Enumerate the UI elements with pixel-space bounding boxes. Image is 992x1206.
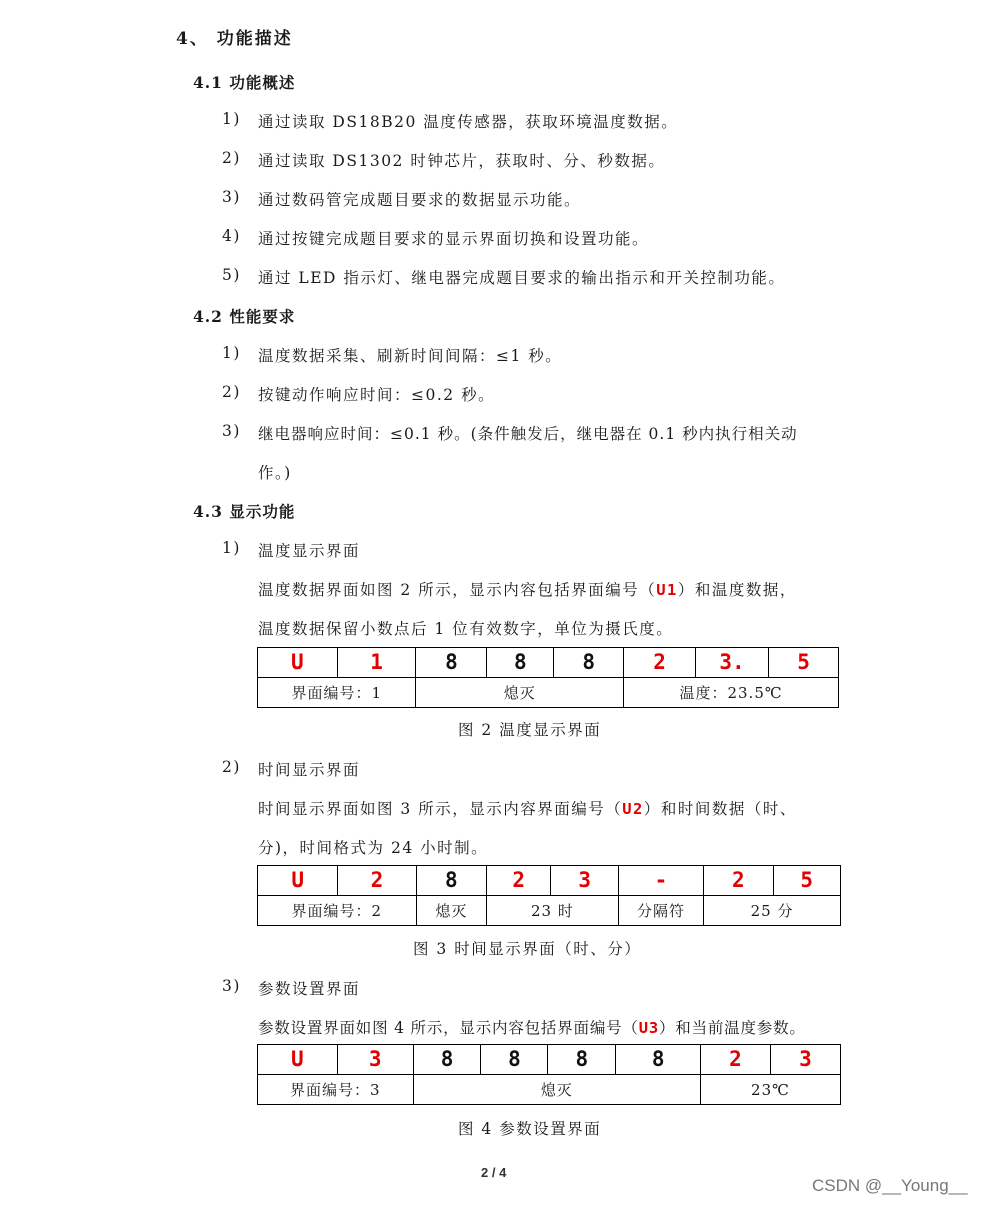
interface-code: U3 xyxy=(638,1019,659,1037)
temp-interface-heading: 温度显示界面 xyxy=(258,542,361,560)
segment-digit: 8 xyxy=(445,650,458,674)
list-item-text: 通过读取 DS18B20 温度传感器，获取环境温度数据。 xyxy=(258,113,679,131)
list-item-number: 1) xyxy=(222,110,241,128)
digit-cell xyxy=(416,866,486,896)
list-item-text: 温度数据采集、刷新时间间隔：≤1 秒。 xyxy=(258,347,563,365)
figure-caption: 图 3 时间显示界面（时、分） xyxy=(413,940,642,958)
list-item-number: 3) xyxy=(222,188,241,206)
list-item-number: 5) xyxy=(222,266,241,284)
segment-digit: 2 xyxy=(731,868,745,892)
segment-digit: 1 xyxy=(370,650,383,674)
interface-code: U2 xyxy=(622,800,644,818)
param-display-table xyxy=(257,1044,841,1105)
segment-digit: U xyxy=(291,1047,304,1071)
list-item-text: 通过数码管完成题目要求的数据显示功能。 xyxy=(258,191,582,209)
label-cell: 温度：23.5℃ xyxy=(624,678,839,708)
segment-digit: 3 xyxy=(799,1047,812,1071)
digit-cell xyxy=(700,1045,770,1075)
segment-digit: 3 xyxy=(368,1047,382,1071)
segment-digit: U xyxy=(291,868,304,892)
list-item-text: 继电器响应时间：≤0.1 秒。(条件触发后，继电器在 0.1 秒内执行相关动 xyxy=(258,425,798,443)
label-cell: 熄灭 xyxy=(413,1075,700,1105)
digit-cell xyxy=(616,1045,701,1075)
temp-description-line1 xyxy=(258,578,797,600)
digit-cell xyxy=(695,648,768,678)
label-cell: 23℃ xyxy=(700,1075,840,1105)
time-interface-heading: 时间显示界面 xyxy=(258,761,361,779)
segment-digit: 3 xyxy=(578,868,591,892)
label-cell: 熄灭 xyxy=(416,896,486,926)
temp-description-part: ）和温度数据， xyxy=(677,581,797,599)
digit-cell xyxy=(618,866,703,896)
list-item-number: 2) xyxy=(222,383,241,401)
digit-cell xyxy=(548,1045,616,1075)
label-cell: 界面编号：2 xyxy=(258,896,417,926)
list-item-number: 2) xyxy=(222,758,241,776)
segment-digit: 8 xyxy=(445,868,458,892)
segment-digit: - xyxy=(654,868,668,892)
interface-code: U1 xyxy=(656,581,678,599)
figure-caption: 图 2 温度显示界面 xyxy=(458,721,602,739)
time-description-line2: 分)，时间格式为 24 小时制。 xyxy=(258,839,489,857)
subsection-title-4-1: 4.1 功能概述 xyxy=(193,73,296,92)
digit-cell xyxy=(481,1045,548,1075)
param-interface-heading: 参数设置界面 xyxy=(258,980,361,998)
section-title: 4、 功能描述 xyxy=(176,29,293,49)
digit-cell xyxy=(554,648,624,678)
segment-digit: 2 xyxy=(370,868,384,892)
digit-cell xyxy=(487,866,551,896)
segment-digit: U xyxy=(291,650,304,674)
list-item-number: 1) xyxy=(222,539,241,557)
list-item-number: 2) xyxy=(222,149,241,167)
time-description-part: ）和时间数据（时、 xyxy=(643,800,797,818)
figure-caption: 图 4 参数设置界面 xyxy=(458,1120,602,1138)
param-description-part: ）和当前温度参数。 xyxy=(658,1019,806,1037)
label-cell: 分隔符 xyxy=(618,896,703,926)
temp-description-part: 温度数据界面如图 2 所示，显示内容包括界面编号（ xyxy=(258,581,657,599)
digit-cell xyxy=(770,1045,840,1075)
subsection-title-4-3: 4.3 显示功能 xyxy=(193,502,296,521)
time-description-part: 时间显示界面如图 3 所示，显示内容界面编号（ xyxy=(258,800,623,818)
digit-cell xyxy=(704,866,773,896)
list-item-text: 通过按键完成题目要求的显示界面切换和设置功能。 xyxy=(258,230,650,248)
temp-description-line2: 温度数据保留小数点后 1 位有效数字，单位为摄氏度。 xyxy=(258,620,674,638)
list-item-number: 3) xyxy=(222,422,241,440)
digit-cell xyxy=(773,866,840,896)
subsection-title-4-2: 4.2 性能要求 xyxy=(193,307,296,326)
digit-cell xyxy=(487,648,554,678)
label-cell: 界面编号：3 xyxy=(258,1075,414,1105)
segment-digit: 8 xyxy=(582,650,596,674)
page-number: 2 / 4 xyxy=(481,1165,507,1180)
digit-cell xyxy=(337,1045,413,1075)
param-description-line1 xyxy=(258,1016,806,1038)
segment-digit: 2 xyxy=(512,868,526,892)
digit-cell xyxy=(258,648,338,678)
list-item-text: 通过 LED 指示灯、继电器完成题目要求的输出指示和开关控制功能。 xyxy=(258,269,786,287)
digit-cell xyxy=(258,1045,338,1075)
list-item-number: 3) xyxy=(222,977,241,995)
param-description-part: 参数设置界面如图 4 所示，显示内容包括界面编号（ xyxy=(258,1019,639,1037)
segment-digit: 8 xyxy=(651,1047,665,1071)
digit-cell xyxy=(337,648,416,678)
list-item-text: 通过读取 DS1302 时钟芯片，获取时、分、秒数据。 xyxy=(258,152,666,170)
label-cell: 熄灭 xyxy=(416,678,624,708)
segment-digit: 2 xyxy=(729,1047,742,1071)
segment-digit: 2 xyxy=(653,650,666,674)
segment-digit: 8 xyxy=(440,1047,454,1071)
digit-cell xyxy=(413,1045,481,1075)
segment-digit: 8 xyxy=(508,1047,521,1071)
segment-digit: 5 xyxy=(797,650,810,674)
list-item-number: 4) xyxy=(222,227,241,245)
digit-cell xyxy=(416,648,487,678)
segment-digit: 8 xyxy=(513,650,527,674)
label-cell: 23 时 xyxy=(487,896,619,926)
time-description-line1 xyxy=(258,797,797,819)
digit-cell xyxy=(551,866,618,896)
list-item-text-continued: 作。) xyxy=(258,464,292,482)
temp-display-table xyxy=(257,647,839,708)
label-cell: 界面编号：1 xyxy=(258,678,416,708)
list-item-number: 1) xyxy=(222,344,241,362)
segment-digit: 8 xyxy=(575,1047,589,1071)
digit-cell xyxy=(624,648,696,678)
digit-cell xyxy=(769,648,839,678)
time-display-table xyxy=(257,865,841,926)
digit-cell xyxy=(258,866,338,896)
digit-cell xyxy=(338,866,416,896)
list-item-text: 按键动作响应时间：≤0.2 秒。 xyxy=(258,386,496,404)
watermark: CSDN @__Young__ xyxy=(812,1176,968,1195)
segment-digit: 5 xyxy=(800,868,814,892)
segment-digit: 3. xyxy=(719,650,745,674)
label-cell: 25 分 xyxy=(704,896,841,926)
